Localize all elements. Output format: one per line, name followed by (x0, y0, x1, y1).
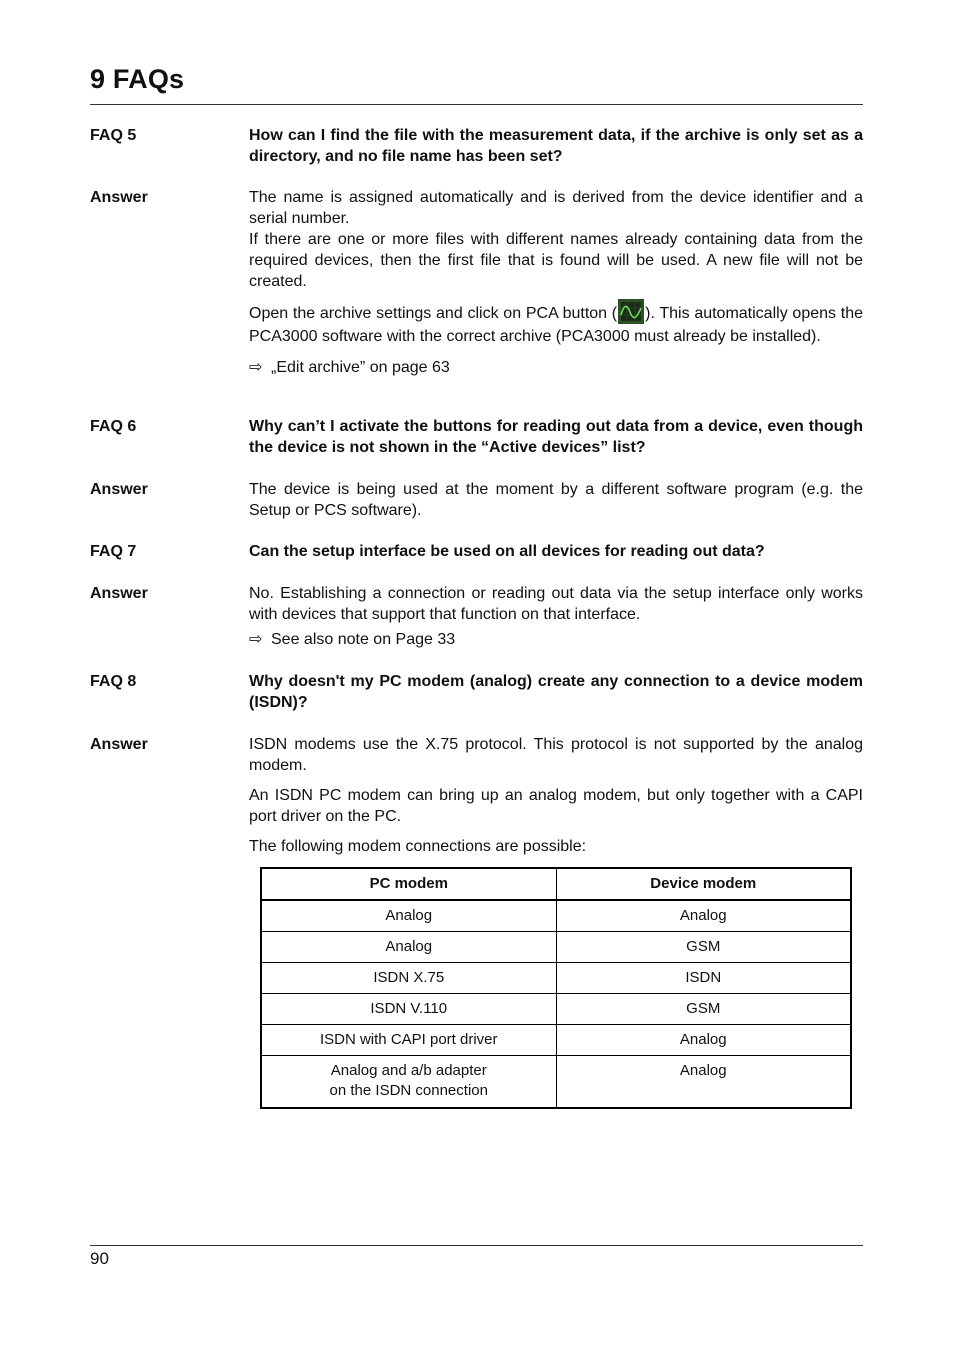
table-cell: ISDN X.75 (261, 963, 556, 994)
table-cell: GSM (556, 932, 851, 963)
faq-label: FAQ 8 (90, 673, 137, 690)
table-header-row (261, 868, 851, 900)
reference-link[interactable]: „Edit archive” on page 63 (271, 359, 450, 376)
cross-reference (249, 357, 863, 378)
page-number: 90 (90, 1249, 109, 1268)
table-cell: Analog (261, 900, 556, 932)
table-row (261, 1056, 851, 1109)
cross-reference (249, 629, 863, 650)
cell-line: on the ISDN connection (329, 1082, 488, 1099)
modem-connections-table (260, 867, 852, 1109)
answer-label: Answer (90, 481, 148, 498)
table-cell: ISDN (556, 963, 851, 994)
answer-paragraph: The name is assigned automatically and is derived from the device identifier and a serial number. (249, 189, 863, 227)
answer-paragraph: No. Establishing a connection or reading out data via the setup interface only works with devices that support that function on that interface. (249, 585, 863, 623)
answer-label: Answer (90, 736, 148, 753)
answer-label: Answer (90, 585, 148, 602)
answer-paragraph: The following modem connections are possible: (249, 838, 587, 855)
column-header: Device modem (556, 868, 851, 900)
table-cell: Analog (261, 932, 556, 963)
table-cell (261, 1056, 556, 1109)
arrow-right-icon: ⇨ (249, 631, 263, 648)
faq-label: FAQ 5 (90, 127, 137, 144)
table-row (261, 1025, 851, 1056)
faq-question: How can I find the file with the measurement data, if the archive is only set as a directory, and no file name has been set? (249, 127, 863, 165)
answer-text-after-icon: ). This automatically opens the PCA3000 software with the correct archive (PCA3000 must already be installed). (249, 305, 863, 345)
table-cell: ISDN V.110 (261, 994, 556, 1025)
answer-paragraph (249, 299, 863, 348)
answer-text (249, 583, 863, 650)
answer-paragraph: An ISDN PC modem can bring up an analog modem, but only together with a CAPI port driver on the PC. (249, 787, 863, 825)
table-row (261, 900, 851, 932)
table-cell: Analog (556, 1056, 851, 1109)
column-header: PC modem (261, 868, 556, 900)
pca-button-icon (618, 299, 644, 324)
table-cell: Analog (556, 1025, 851, 1056)
cell-line: Analog and a/b adapter (330, 1062, 487, 1079)
answer-text-before-icon: Open the archive settings and click on PCA button ( (249, 305, 618, 322)
footer-rule (90, 1245, 863, 1246)
answer-text (249, 187, 863, 378)
table-row (261, 963, 851, 994)
answer-label: Answer (90, 189, 148, 206)
answer-paragraph: The device is being used at the moment by a different software program (e.g. the Setup or PCS software). (249, 481, 863, 519)
answer-paragraph: If there are one or more files with different names already containing data from the required devices, then the first file that is found will be used. A new file will not be created. (249, 231, 863, 290)
faq-question: Can the setup interface be used on all devices for reading out data? (249, 543, 765, 560)
table-row (261, 994, 851, 1025)
table-cell: Analog (556, 900, 851, 932)
table-cell: ISDN with CAPI port driver (261, 1025, 556, 1056)
faq-question: Why doesn't my PC modem (analog) create any connection to a device modem (ISDN)? (249, 673, 863, 711)
table-cell: GSM (556, 994, 851, 1025)
faq-question: Why can’t I activate the buttons for reading out data from a device, even though the device is not shown in the “Active devices” list? (249, 418, 863, 456)
answer-paragraph: ISDN modems use the X.75 protocol. This protocol is not supported by the analog modem. (249, 736, 863, 774)
faq-label: FAQ 7 (90, 543, 137, 560)
reference-link[interactable]: See also note on Page 33 (271, 631, 456, 648)
answer-text (249, 479, 863, 521)
answer-text (249, 734, 863, 857)
faq-label: FAQ 6 (90, 418, 137, 435)
chapter-title: 9 FAQs (90, 64, 185, 94)
arrow-right-icon: ⇨ (249, 359, 263, 376)
header-rule (90, 104, 863, 105)
table-row (261, 932, 851, 963)
